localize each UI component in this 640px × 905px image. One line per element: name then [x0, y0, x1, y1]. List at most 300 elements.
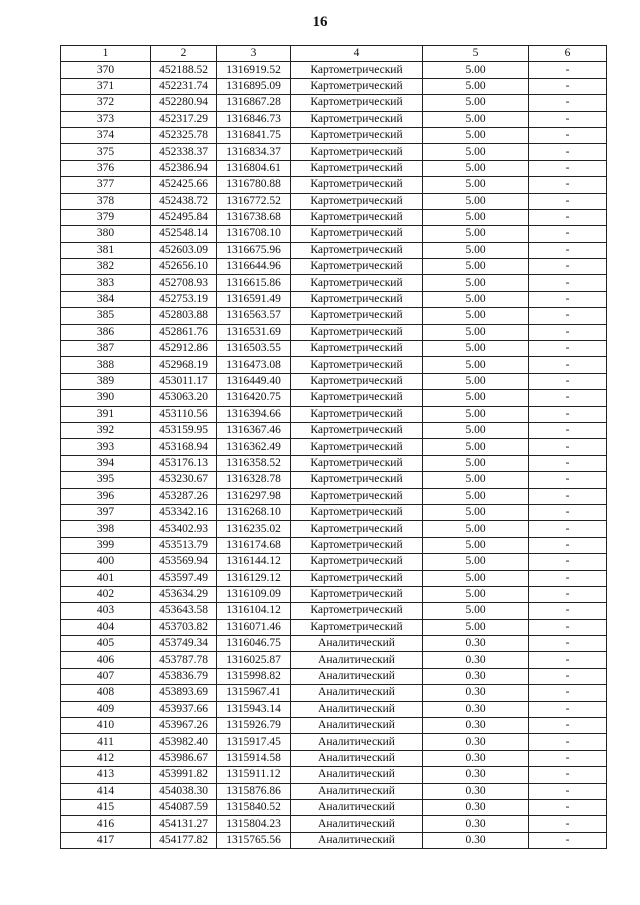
table-cell: -: [529, 160, 607, 176]
table-cell: 5.00: [423, 455, 529, 471]
column-header: 2: [151, 46, 217, 62]
table-cell: 454177.82: [151, 832, 217, 848]
table-row: [61, 636, 607, 652]
table-cell: -: [529, 783, 607, 799]
table-row: [61, 701, 607, 717]
table-row: [61, 652, 607, 668]
table-cell: 452495.84: [151, 209, 217, 225]
table-cell: -: [529, 652, 607, 668]
table-cell: 5.00: [423, 341, 529, 357]
table-cell: 0.30: [423, 685, 529, 701]
table-cell: 406: [61, 652, 151, 668]
table-row: [61, 259, 607, 275]
table-cell: 376: [61, 160, 151, 176]
table-row: [61, 95, 607, 111]
table-row: [61, 504, 607, 520]
table-cell: 1316591.49: [217, 291, 291, 307]
table-row: [61, 619, 607, 635]
table-cell: 375: [61, 144, 151, 160]
table-row: [61, 390, 607, 406]
table-row: [61, 668, 607, 684]
table-cell: 0.30: [423, 767, 529, 783]
table-cell: 1316846.73: [217, 111, 291, 127]
table-cell: 414: [61, 783, 151, 799]
table-cell: 453893.69: [151, 685, 217, 701]
table-cell: 417: [61, 832, 151, 848]
table-cell: -: [529, 324, 607, 340]
table-cell: -: [529, 275, 607, 291]
table-cell: 381: [61, 242, 151, 258]
table-cell: 386: [61, 324, 151, 340]
table-cell: 452338.37: [151, 144, 217, 160]
table-cell: -: [529, 259, 607, 275]
table-cell: -: [529, 619, 607, 635]
table-cell: 452861.76: [151, 324, 217, 340]
table-cell: 1316531.69: [217, 324, 291, 340]
table-row: [61, 685, 607, 701]
table-cell: Картометрический: [291, 226, 423, 242]
table-row: [61, 750, 607, 766]
table-row: [61, 193, 607, 209]
table-cell: 5.00: [423, 291, 529, 307]
table-cell: 391: [61, 406, 151, 422]
table-cell: Аналитический: [291, 750, 423, 766]
table-cell: 5.00: [423, 619, 529, 635]
table-cell: 1315917.45: [217, 734, 291, 750]
table-row: [61, 144, 607, 160]
table-cell: Картометрический: [291, 111, 423, 127]
table-cell: 0.30: [423, 636, 529, 652]
table-cell: -: [529, 95, 607, 111]
table-cell: -: [529, 734, 607, 750]
table-cell: 5.00: [423, 160, 529, 176]
table-cell: 395: [61, 472, 151, 488]
table-cell: 454131.27: [151, 816, 217, 832]
table-cell: 1315914.58: [217, 750, 291, 766]
table-row: [61, 832, 607, 848]
table-cell: 452386.94: [151, 160, 217, 176]
table-cell: 398: [61, 521, 151, 537]
table-cell: Аналитический: [291, 783, 423, 799]
table-cell: 1316738.68: [217, 209, 291, 225]
table-cell: 453836.79: [151, 668, 217, 684]
table-cell: Картометрический: [291, 422, 423, 438]
table-row: [61, 422, 607, 438]
table-cell: 1316895.09: [217, 78, 291, 94]
table-cell: Картометрический: [291, 259, 423, 275]
table-header-row: [61, 46, 607, 62]
table-cell: 416: [61, 816, 151, 832]
table-cell: 453402.93: [151, 521, 217, 537]
table-cell: 1316367.46: [217, 422, 291, 438]
table-cell: 392: [61, 422, 151, 438]
table-row: [61, 275, 607, 291]
table-cell: 382: [61, 259, 151, 275]
table-cell: 453991.82: [151, 767, 217, 783]
column-header: 6: [529, 46, 607, 62]
table-cell: -: [529, 554, 607, 570]
table-cell: 453967.26: [151, 718, 217, 734]
table-cell: -: [529, 242, 607, 258]
table-cell: 1316919.52: [217, 62, 291, 78]
table-cell: 413: [61, 767, 151, 783]
table-cell: Картометрический: [291, 537, 423, 553]
table-cell: 452548.14: [151, 226, 217, 242]
table-row: [61, 242, 607, 258]
table-row: [61, 734, 607, 750]
table-cell: 1316772.52: [217, 193, 291, 209]
table-row: [61, 472, 607, 488]
table-cell: 396: [61, 488, 151, 504]
table-cell: 377: [61, 177, 151, 193]
table-cell: -: [529, 127, 607, 143]
table-cell: 452280.94: [151, 95, 217, 111]
table-row: [61, 570, 607, 586]
column-header: 5: [423, 46, 529, 62]
table-cell: Картометрический: [291, 160, 423, 176]
table-cell: -: [529, 767, 607, 783]
table-cell: Картометрический: [291, 62, 423, 78]
table-cell: 1316144.12: [217, 554, 291, 570]
table-cell: 1315876.86: [217, 783, 291, 799]
table-cell: 397: [61, 504, 151, 520]
table-row: [61, 816, 607, 832]
table-cell: 1316780.88: [217, 177, 291, 193]
table-cell: Картометрический: [291, 127, 423, 143]
table-cell: Картометрический: [291, 406, 423, 422]
table-cell: 452656.10: [151, 259, 217, 275]
table-cell: 452188.52: [151, 62, 217, 78]
table-cell: 380: [61, 226, 151, 242]
table-cell: 1316841.75: [217, 127, 291, 143]
table-cell: Аналитический: [291, 799, 423, 815]
table-cell: -: [529, 111, 607, 127]
table-cell: 0.30: [423, 750, 529, 766]
column-header: 3: [217, 46, 291, 62]
table-cell: 371: [61, 78, 151, 94]
table-cell: -: [529, 226, 607, 242]
table-cell: 5.00: [423, 504, 529, 520]
table-row: [61, 62, 607, 78]
table-cell: -: [529, 603, 607, 619]
table-cell: 401: [61, 570, 151, 586]
table-cell: Картометрический: [291, 455, 423, 471]
table-cell: Картометрический: [291, 291, 423, 307]
table-cell: 5.00: [423, 111, 529, 127]
table-cell: 1315840.52: [217, 799, 291, 815]
table-cell: Аналитический: [291, 636, 423, 652]
table-cell: 453937.66: [151, 701, 217, 717]
table-cell: 0.30: [423, 734, 529, 750]
table-cell: 5.00: [423, 439, 529, 455]
table-cell: 452753.19: [151, 291, 217, 307]
table-cell: 410: [61, 718, 151, 734]
table-row: [61, 209, 607, 225]
table-cell: 1316358.52: [217, 455, 291, 471]
table-cell: 1316129.12: [217, 570, 291, 586]
table-cell: 5.00: [423, 226, 529, 242]
table-cell: Картометрический: [291, 488, 423, 504]
table-cell: Картометрический: [291, 275, 423, 291]
table-cell: 1315804.23: [217, 816, 291, 832]
table-row: [61, 521, 607, 537]
table-cell: 452708.93: [151, 275, 217, 291]
table-row: [61, 324, 607, 340]
table-cell: 453287.26: [151, 488, 217, 504]
table-cell: 453011.17: [151, 373, 217, 389]
table-cell: 5.00: [423, 209, 529, 225]
table-cell: 1316046.75: [217, 636, 291, 652]
table-cell: -: [529, 701, 607, 717]
table-cell: 1316394.66: [217, 406, 291, 422]
table-row: [61, 226, 607, 242]
table-cell: 453986.67: [151, 750, 217, 766]
table-cell: 454038.30: [151, 783, 217, 799]
table-cell: 402: [61, 586, 151, 602]
table-cell: 403: [61, 603, 151, 619]
table-cell: Аналитический: [291, 734, 423, 750]
table-cell: Аналитический: [291, 816, 423, 832]
table-cell: 1316071.46: [217, 619, 291, 635]
table-cell: Картометрический: [291, 390, 423, 406]
table-cell: 1316362.49: [217, 439, 291, 455]
table-cell: 5.00: [423, 242, 529, 258]
table-cell: 453569.94: [151, 554, 217, 570]
table-cell: -: [529, 488, 607, 504]
column-header: 4: [291, 46, 423, 62]
table-cell: 453597.49: [151, 570, 217, 586]
table-cell: 453176.13: [151, 455, 217, 471]
table-cell: -: [529, 537, 607, 553]
table-cell: Картометрический: [291, 439, 423, 455]
table-cell: 5.00: [423, 357, 529, 373]
table-cell: Картометрический: [291, 373, 423, 389]
table-cell: Картометрический: [291, 78, 423, 94]
table-body: [61, 62, 607, 849]
table-cell: -: [529, 62, 607, 78]
table-cell: 5.00: [423, 373, 529, 389]
table-cell: 453749.34: [151, 636, 217, 652]
table-cell: 370: [61, 62, 151, 78]
table-cell: 5.00: [423, 177, 529, 193]
table-cell: 5.00: [423, 554, 529, 570]
table-cell: Картометрический: [291, 95, 423, 111]
coordinates-table: [60, 45, 607, 849]
table-cell: 5.00: [423, 406, 529, 422]
table-cell: 452231.74: [151, 78, 217, 94]
table-cell: Картометрический: [291, 144, 423, 160]
table-cell: 452317.29: [151, 111, 217, 127]
table-cell: -: [529, 209, 607, 225]
table-cell: Аналитический: [291, 685, 423, 701]
table-cell: -: [529, 390, 607, 406]
table-cell: 400: [61, 554, 151, 570]
table-cell: 388: [61, 357, 151, 373]
table-cell: -: [529, 455, 607, 471]
table-cell: 5.00: [423, 308, 529, 324]
table-cell: -: [529, 521, 607, 537]
table-cell: 404: [61, 619, 151, 635]
table-cell: 453982.40: [151, 734, 217, 750]
table-cell: 5.00: [423, 324, 529, 340]
table-cell: -: [529, 308, 607, 324]
table-cell: 1316268.10: [217, 504, 291, 520]
table-cell: -: [529, 750, 607, 766]
table-cell: -: [529, 636, 607, 652]
table-cell: 0.30: [423, 816, 529, 832]
table-cell: Картометрический: [291, 341, 423, 357]
table-cell: -: [529, 586, 607, 602]
table-cell: 1316104.12: [217, 603, 291, 619]
table-row: [61, 291, 607, 307]
table-cell: 453643.58: [151, 603, 217, 619]
table-cell: 453168.94: [151, 439, 217, 455]
table-cell: Картометрический: [291, 357, 423, 373]
table-cell: 1316834.37: [217, 144, 291, 160]
table-row: [61, 537, 607, 553]
table-cell: -: [529, 668, 607, 684]
table-cell: -: [529, 718, 607, 734]
table-cell: 411: [61, 734, 151, 750]
table-cell: 452968.19: [151, 357, 217, 373]
table-cell: 399: [61, 537, 151, 553]
table-cell: 452803.88: [151, 308, 217, 324]
table-cell: 452325.78: [151, 127, 217, 143]
table-cell: -: [529, 78, 607, 94]
table-cell: Картометрический: [291, 619, 423, 635]
table-cell: Картометрический: [291, 570, 423, 586]
table-cell: -: [529, 799, 607, 815]
table-cell: 387: [61, 341, 151, 357]
table-row: [61, 488, 607, 504]
table-cell: 5.00: [423, 537, 529, 553]
table-cell: 453787.78: [151, 652, 217, 668]
table-row: [61, 783, 607, 799]
table-cell: 372: [61, 95, 151, 111]
table-row: [61, 160, 607, 176]
table-cell: -: [529, 357, 607, 373]
table-cell: 452603.09: [151, 242, 217, 258]
table-cell: 373: [61, 111, 151, 127]
table-cell: Картометрический: [291, 308, 423, 324]
table-row: [61, 718, 607, 734]
table-row: [61, 406, 607, 422]
table-cell: 1316867.28: [217, 95, 291, 111]
table-cell: 453342.16: [151, 504, 217, 520]
table-cell: Аналитический: [291, 652, 423, 668]
table-cell: Аналитический: [291, 832, 423, 848]
table-row: [61, 767, 607, 783]
table-cell: 5.00: [423, 259, 529, 275]
table-cell: -: [529, 406, 607, 422]
table-cell: 0.30: [423, 799, 529, 815]
table-cell: 1316328.78: [217, 472, 291, 488]
table-cell: 5.00: [423, 127, 529, 143]
table-row: [61, 373, 607, 389]
table-cell: 415: [61, 799, 151, 815]
table-cell: Картометрический: [291, 193, 423, 209]
table-cell: 1316109.09: [217, 586, 291, 602]
table-cell: -: [529, 193, 607, 209]
table-cell: 453513.79: [151, 537, 217, 553]
table-cell: 453159.95: [151, 422, 217, 438]
table-cell: 5.00: [423, 62, 529, 78]
table-cell: 5.00: [423, 144, 529, 160]
table-cell: 1316420.75: [217, 390, 291, 406]
table-cell: Картометрический: [291, 504, 423, 520]
table-cell: 5.00: [423, 193, 529, 209]
table-cell: 389: [61, 373, 151, 389]
table-cell: 1316235.02: [217, 521, 291, 537]
table-cell: 454087.59: [151, 799, 217, 815]
table-row: [61, 586, 607, 602]
table-cell: 5.00: [423, 603, 529, 619]
table-cell: 1316708.10: [217, 226, 291, 242]
column-header: 1: [61, 46, 151, 62]
table-cell: Картометрический: [291, 209, 423, 225]
table-cell: 383: [61, 275, 151, 291]
table-cell: 390: [61, 390, 151, 406]
table-cell: 1315765.56: [217, 832, 291, 848]
table-cell: 384: [61, 291, 151, 307]
table-row: [61, 439, 607, 455]
table-cell: 5.00: [423, 586, 529, 602]
table-cell: 1316174.68: [217, 537, 291, 553]
table-row: [61, 554, 607, 570]
table-cell: 1316297.98: [217, 488, 291, 504]
table-cell: -: [529, 341, 607, 357]
table-cell: 393: [61, 439, 151, 455]
table-cell: 452425.66: [151, 177, 217, 193]
table-cell: 1316503.55: [217, 341, 291, 357]
table-cell: 452912.86: [151, 341, 217, 357]
table-cell: 5.00: [423, 390, 529, 406]
table-cell: 385: [61, 308, 151, 324]
page-number: 16: [312, 14, 328, 30]
table-cell: Картометрический: [291, 242, 423, 258]
table-cell: 0.30: [423, 668, 529, 684]
table-cell: 0.30: [423, 832, 529, 848]
table-cell: 5.00: [423, 488, 529, 504]
table-cell: Аналитический: [291, 668, 423, 684]
table-cell: 5.00: [423, 521, 529, 537]
table-cell: 1316675.96: [217, 242, 291, 258]
table-cell: 453634.29: [151, 586, 217, 602]
table-cell: 1315998.82: [217, 668, 291, 684]
table-row: [61, 308, 607, 324]
table-cell: Картометрический: [291, 586, 423, 602]
table-cell: 5.00: [423, 472, 529, 488]
table-cell: 412: [61, 750, 151, 766]
table-cell: 1315943.14: [217, 701, 291, 717]
table-cell: Картометрический: [291, 324, 423, 340]
table-cell: Аналитический: [291, 701, 423, 717]
table-cell: 1316449.40: [217, 373, 291, 389]
table-cell: 1316563.57: [217, 308, 291, 324]
table-cell: 1315967.41: [217, 685, 291, 701]
table-row: [61, 799, 607, 815]
table-cell: 453063.20: [151, 390, 217, 406]
table-cell: 374: [61, 127, 151, 143]
table-cell: -: [529, 439, 607, 455]
table-cell: -: [529, 685, 607, 701]
table-cell: 0.30: [423, 783, 529, 799]
table-cell: 5.00: [423, 422, 529, 438]
table-cell: 407: [61, 668, 151, 684]
table-cell: 409: [61, 701, 151, 717]
table-cell: -: [529, 832, 607, 848]
table-cell: Аналитический: [291, 718, 423, 734]
